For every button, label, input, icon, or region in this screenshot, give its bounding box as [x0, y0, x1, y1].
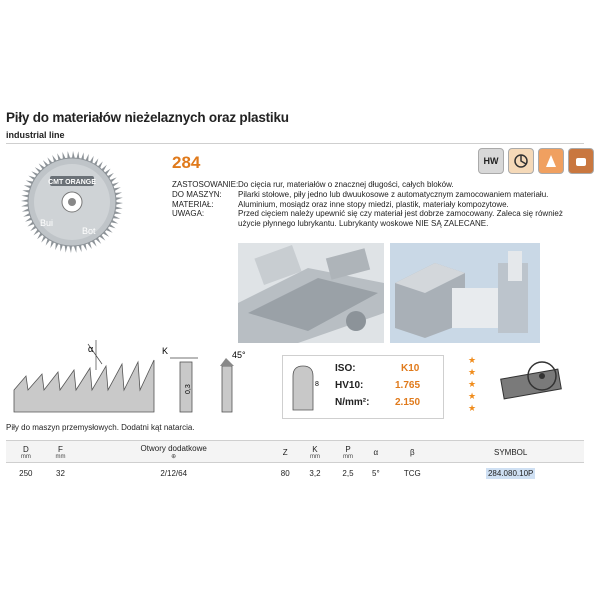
- spec-value: Przed cięciem należy upewnić się czy materiał jest dobrze zamocowany. Zaleca się również użycie płynnego lubrykantu. Lubrykanty woskowe NIE SĄ ZALECANE.: [238, 209, 563, 229]
- property-value: 1.765: [395, 380, 421, 391]
- aluminium-profiles-photo: [238, 243, 384, 343]
- spec-key: MATERIAŁ:: [172, 199, 214, 209]
- property-value: 2.150: [395, 397, 421, 408]
- table-cell: 32: [56, 469, 65, 478]
- cutting-machine-icon: [508, 148, 534, 174]
- blade-tooth: [60, 244, 63, 251]
- spec-value: Aluminium, mosiądz oraz inne stopy miedzi, plastik, materiały kompozytowe.: [238, 199, 509, 209]
- blade-marking-1: Bui: [40, 218, 54, 228]
- table-cell: 80: [280, 469, 290, 478]
- table-header: K mm: [298, 441, 331, 463]
- spec-key: ZASTOSOWANIE:: [172, 180, 239, 189]
- holes-icon: ⊕: [171, 454, 177, 460]
- blade-tooth: [21, 199, 28, 202]
- metal-blocks-photo: [390, 243, 540, 343]
- blade-tooth: [62, 152, 65, 159]
- spec-row: [172, 180, 582, 190]
- table-header-row: [6, 441, 584, 463]
- spec-row: [172, 190, 582, 200]
- table-header: β: [387, 441, 437, 463]
- page-title: Piły do materiałów nieżelaznych oraz plastiku: [6, 110, 289, 125]
- spec-table: [6, 440, 584, 481]
- depth-label: 0,3: [185, 384, 192, 394]
- table-row: [6, 463, 584, 482]
- star-icon: ★: [468, 403, 477, 413]
- saw-blade-image: [20, 150, 124, 254]
- table-header: F mm: [46, 441, 76, 463]
- cutting-illustration: [496, 354, 566, 412]
- blade-tooth: [65, 245, 68, 252]
- blade-tooth: [78, 245, 81, 252]
- header-divider: [6, 143, 584, 144]
- material-properties-box: [282, 355, 444, 419]
- table-header: SYMBOL: [437, 441, 584, 463]
- blade-tooth: [67, 151, 70, 158]
- blade-tooth: [72, 151, 75, 158]
- tooth-height-label: 8: [315, 381, 319, 388]
- blade-tooth: [115, 207, 122, 210]
- blade-tooth: [116, 197, 123, 200]
- product-description: [172, 180, 582, 229]
- badge-row: [478, 148, 594, 174]
- property-label: HV10:: [335, 380, 364, 391]
- star-icon: ★: [468, 367, 477, 377]
- blade-tooth: [74, 246, 77, 253]
- blade-tooth: [21, 204, 28, 207]
- star-icon: ★: [468, 379, 477, 389]
- table-cell: 3,2: [309, 469, 321, 478]
- tooth-section-diagram: [160, 340, 252, 412]
- spec-row: [172, 209, 582, 229]
- spec-key: DO MASZYN:: [172, 189, 222, 199]
- page-subtitle: industrial line: [6, 130, 65, 140]
- material-icon: [538, 148, 564, 174]
- blade-tooth: [21, 195, 28, 198]
- lubricant-icon: [568, 148, 594, 174]
- table-cell: TCG: [403, 469, 421, 478]
- tooth-profile-diagram: [14, 340, 156, 412]
- property-value: K10: [401, 363, 420, 374]
- table-cell: 5°: [372, 469, 380, 478]
- star-icon: ★: [468, 355, 477, 365]
- blade-tooth: [81, 152, 84, 159]
- blade-tooth: [114, 211, 121, 214]
- property-label: N/mm²:: [335, 397, 370, 408]
- symbol-link[interactable]: 284.080.10P: [487, 469, 534, 478]
- spec-value: Pilarki stołowe, piły jedno lub dwuukosowe z automatycznym zamocowaniem materiału.: [238, 189, 549, 199]
- blade-tooth: [115, 192, 122, 195]
- star-icon: ★: [468, 391, 477, 401]
- product-code: 284: [172, 153, 201, 172]
- table-header: Z: [272, 441, 298, 463]
- usage-note: Piły do maszyn przemysłowych. Dodatni kąt natarcia.: [6, 423, 195, 432]
- tooth-icon: [289, 364, 317, 410]
- blade-marking-2: Bot: [82, 226, 96, 236]
- k-label: K: [162, 346, 169, 356]
- table-header: α: [365, 441, 388, 463]
- table-header: P mm: [331, 441, 364, 463]
- quality-stars: [468, 355, 482, 415]
- blade-tooth: [116, 202, 123, 205]
- spec-row: [172, 200, 582, 210]
- blade-brand-text: CMT ORANGE: [48, 179, 96, 186]
- property-label: ISO:: [335, 363, 356, 374]
- table-cell: 2/12/64: [160, 469, 188, 478]
- spec-value: Do cięcia rur, materiałów o znacznej długości, całych bloków.: [238, 180, 454, 189]
- blade-tooth: [77, 151, 80, 158]
- blade-tooth: [69, 246, 72, 253]
- table-header: Otwory dodatkowe ⊕: [75, 441, 272, 463]
- blade-tooth: [22, 208, 29, 211]
- blade-tooth: [22, 190, 29, 193]
- angle-label: 45°: [232, 350, 246, 360]
- hw-badge-icon: HW: [478, 148, 504, 174]
- spec-key: UWAGA:: [172, 209, 205, 219]
- table-header: D mm: [6, 441, 46, 463]
- table-cell: 2,5: [342, 469, 354, 478]
- table-cell: 250: [19, 469, 33, 478]
- alpha-label: α: [88, 344, 94, 354]
- table-cell[interactable]: [437, 463, 584, 482]
